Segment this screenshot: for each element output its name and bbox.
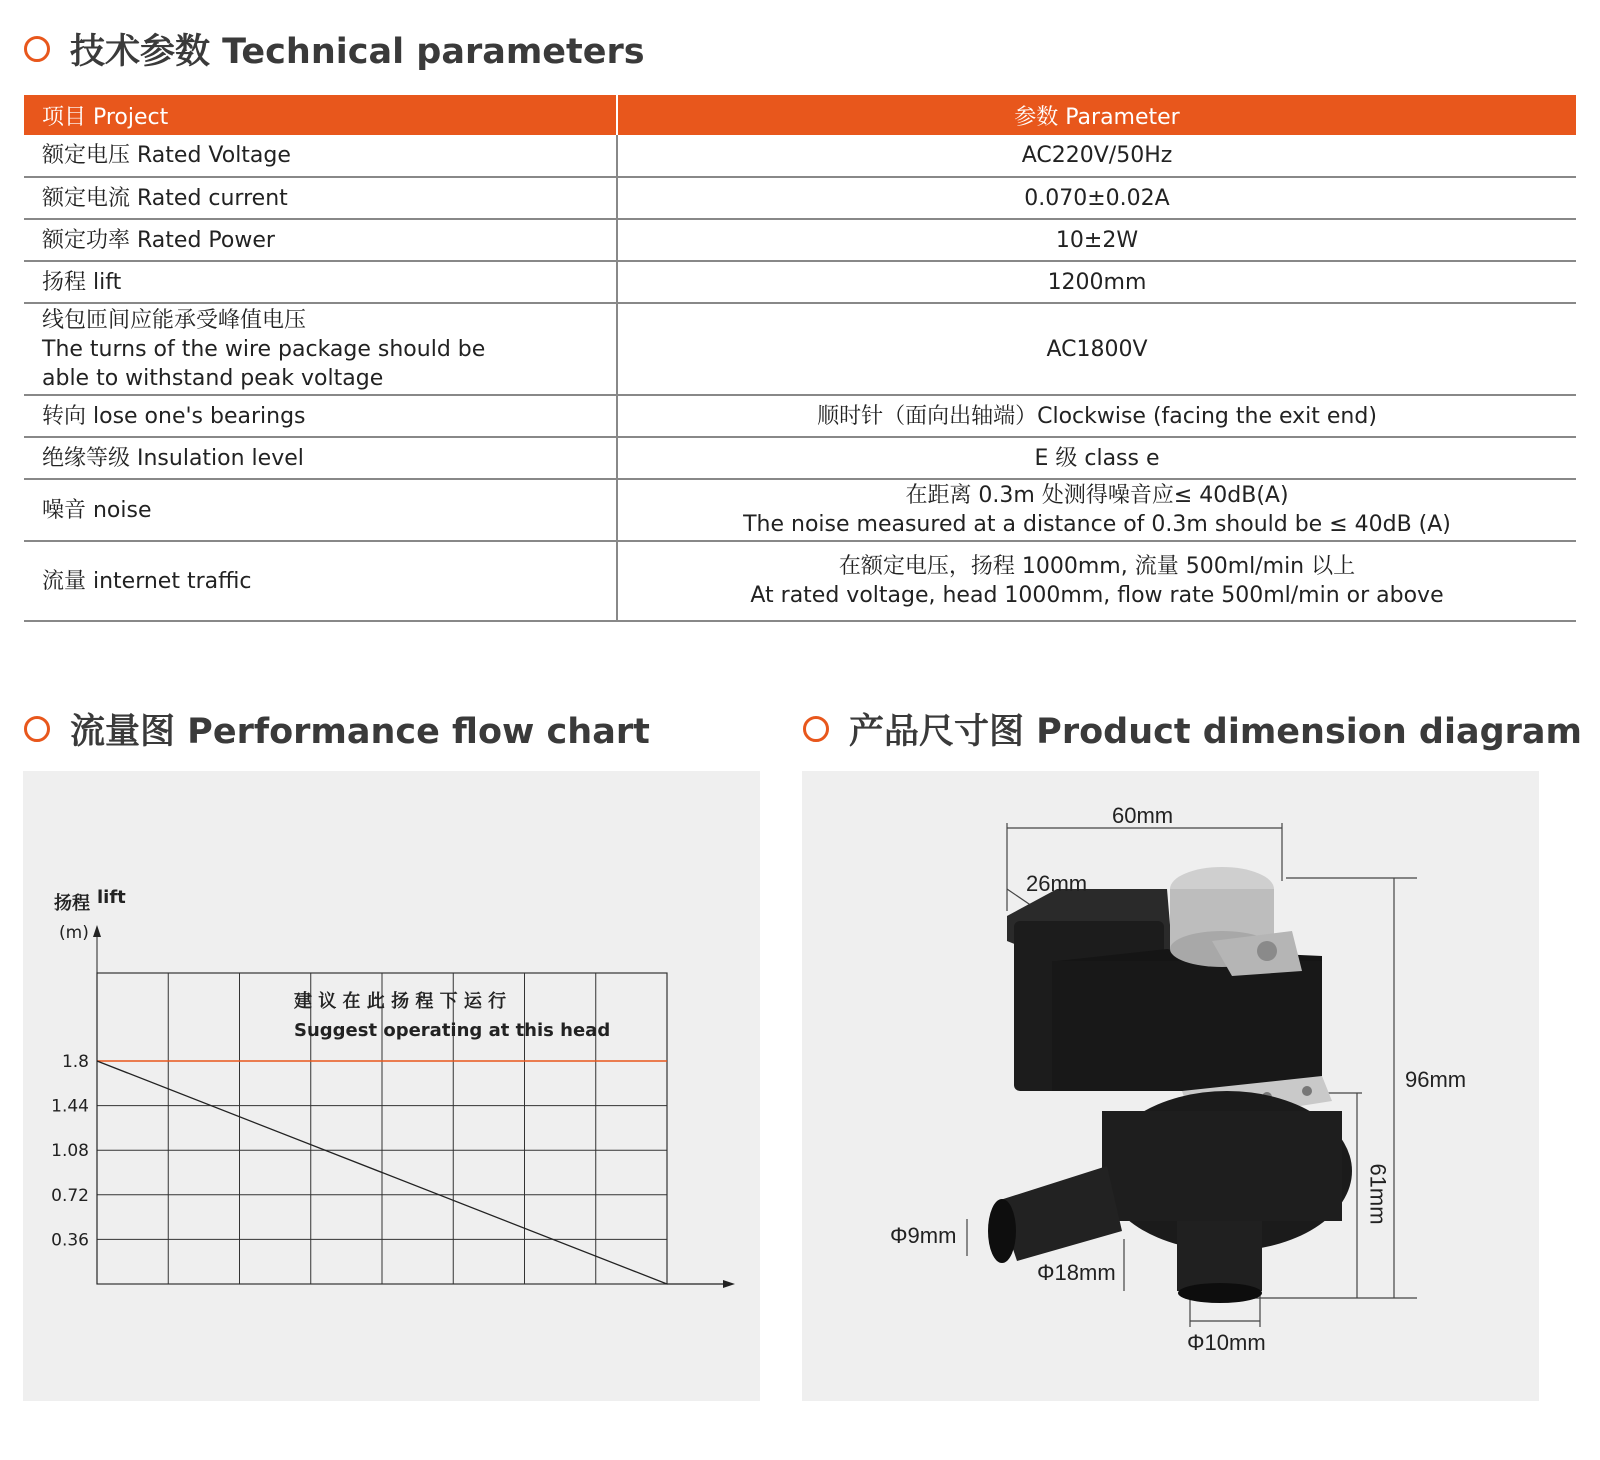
project-cell <box>24 541 617 621</box>
project-cell <box>24 135 617 177</box>
table-row <box>24 303 1576 395</box>
tech-heading <box>24 24 645 74</box>
circle-icon <box>24 716 50 742</box>
project-text: able to withstand peak voltage <box>42 365 384 391</box>
project-text: 额定电压 Rated Voltage <box>42 143 291 168</box>
body-height-label: 61mm <box>1365 1163 1391 1225</box>
y-tick-label: 0.72 <box>51 1185 89 1206</box>
y-tick-label: 0.36 <box>51 1230 89 1251</box>
parameter-text: 10±2W <box>1055 227 1139 253</box>
outlet-label: Φ10mm <box>1187 1330 1266 1355</box>
parameter-text: 1200mm <box>1047 269 1147 295</box>
parameter-cell <box>617 303 1576 395</box>
parameter-cell <box>617 479 1576 541</box>
parameter-text: 在距离 0.3m 处测得噪音应≤ 40dB(A) <box>905 483 1289 508</box>
y-tick-label: 1.8 <box>61 1052 89 1072</box>
project-cell <box>24 395 617 437</box>
circle-icon <box>24 36 50 62</box>
parameter-cell <box>617 395 1576 437</box>
inlet-outer-label: Φ18mm <box>1037 1260 1116 1285</box>
flow-chart <box>23 771 760 1401</box>
project-header: 项目 Project <box>24 95 617 135</box>
project-cell <box>24 177 617 219</box>
table-row <box>24 395 1576 437</box>
parameter-cell <box>617 135 1576 177</box>
table-row <box>24 479 1576 541</box>
y-axis-label-cn: 扬程 <box>54 893 90 914</box>
parameter-text: At rated voltage, head 1000mm, flow rate 500ml/min or above <box>750 583 1444 608</box>
table-header-row <box>24 95 1576 135</box>
table-row <box>24 437 1576 479</box>
parameter-cell <box>617 541 1576 621</box>
parameter-text: 0.070±0.02A <box>1024 185 1170 211</box>
table-row <box>24 541 1576 621</box>
project-text: 额定电流 Rated current <box>42 185 288 211</box>
inlet-label: Φ9mm <box>890 1223 957 1248</box>
table-body <box>24 135 1576 621</box>
project-cell <box>24 479 617 541</box>
y-tick-label: 1.08 <box>51 1141 89 1162</box>
parameter-text: AC1800V <box>1046 336 1148 362</box>
dimension-heading <box>803 704 1582 754</box>
table-row <box>24 261 1576 303</box>
parameter-cell <box>617 219 1576 261</box>
project-text: 噪音 noise <box>42 497 152 523</box>
project-cell <box>24 219 617 261</box>
annotation-en: Suggest operating at this head <box>294 1020 611 1041</box>
parameter-text: AC220V/50Hz <box>1021 143 1173 168</box>
project-text: 转向 lose one's bearings <box>42 403 306 429</box>
height-label: 96mm <box>1405 1067 1467 1092</box>
parameter-text: 顺时针（面向出轴端）Clockwise (facing the exit end) <box>817 403 1377 429</box>
y-tick-label: 1.44 <box>51 1096 89 1117</box>
annotation-cn: 建 议 在 此 扬 程 下 运 行 <box>294 991 507 1012</box>
y-axis-label-en: lift <box>97 887 126 908</box>
dimension-panel <box>802 771 1539 1401</box>
y-axis-unit: (m) <box>59 923 89 943</box>
project-cell <box>24 303 617 395</box>
depth-label: 26mm <box>1026 871 1088 896</box>
pump-body <box>988 867 1352 1303</box>
flow-heading-text: 流量图 Performance flow chart <box>70 712 650 752</box>
project-cell <box>24 261 617 303</box>
dimension-heading-text: 产品尺寸图 Product dimension diagram <box>849 712 1583 752</box>
circle-icon <box>803 716 829 742</box>
flow-chart-panel <box>23 771 760 1401</box>
project-text: 额定功率 Rated Power <box>42 227 275 253</box>
project-cell <box>24 437 617 479</box>
y-axis-arrow-icon <box>93 925 101 937</box>
parameter-cell <box>617 261 1576 303</box>
project-text: 绝缘等级 Insulation level <box>42 445 304 471</box>
table-row <box>24 177 1576 219</box>
flow-heading <box>24 704 650 754</box>
table-row <box>24 219 1576 261</box>
project-text: 扬程 lift <box>42 269 122 295</box>
parameter-text: 在额定电压，扬程 1000mm, 流量 500ml/min 以上 <box>838 554 1356 579</box>
parameter-text: E 级 class e <box>1034 445 1160 471</box>
parameter-text: The noise measured at a distance of 0.3m should be ≤ 40dB (A) <box>743 512 1451 537</box>
x-axis-arrow-icon <box>723 1280 735 1288</box>
project-text: The turns of the wire package should be <box>42 336 486 362</box>
parameter-table <box>24 95 1576 622</box>
tech-heading-text: 技术参数 Technical parameters <box>70 32 645 72</box>
table-row <box>24 135 1576 177</box>
width-label: 60mm <box>1112 803 1174 828</box>
project-text: 流量 internet traffic <box>42 568 252 594</box>
project-text: 线包匝间应能承受峰值电压 <box>42 307 307 333</box>
parameter-cell <box>617 437 1576 479</box>
parameter-cell <box>617 177 1576 219</box>
parameter-header: 参数 Parameter <box>617 95 1576 135</box>
